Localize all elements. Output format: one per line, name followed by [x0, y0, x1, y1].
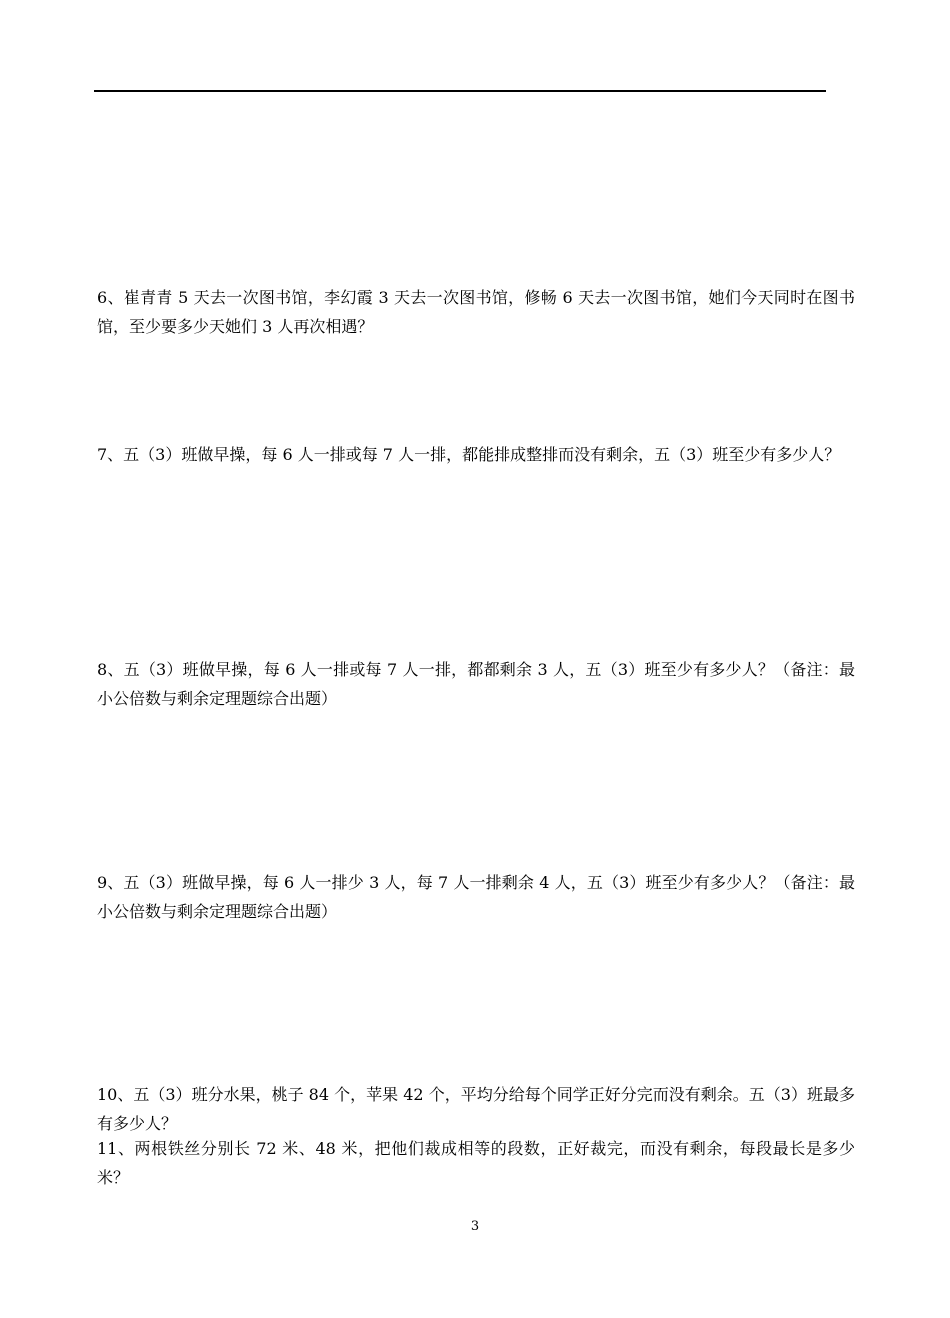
question-11: 11、两根铁丝分别长 72 米、48 米，把他们裁成相等的段数，正好裁完，而没有剩余，每段最长是多少米？	[97, 1139, 855, 1187]
question-10: 10、五（3）班分水果，桃子 84 个，苹果 42 个，平均分给每个同学正好分完而没有剩余。五（3）班最多有多少人？	[97, 1085, 855, 1133]
question-6: 6、崔青青 5 天去一次图书馆，李幻霞 3 天去一次图书馆，修畅 6 天去一次图书馆，她们今天同时在图书馆，至少要多少天她们 3 人再次相遇？	[97, 288, 855, 336]
question-7: 7、五（3）班做早操，每 6 人一排或每 7 人一排，都能排成整排而没有剩余，五（3）班至少有多少人？	[97, 445, 841, 464]
question-8: 8、五（3）班做早操，每 6 人一排或每 7 人一排，都都剩余 3 人，五（3）班至少有多少人？（备注：最小公倍数与剩余定理题综合出题）	[97, 660, 855, 708]
question-9: 9、五（3）班做早操，每 6 人一排少 3 人，每 7 人一排剩余 4 人，五（3）班至少有多少人？（备注：最小公倍数与剩余定理题综合出题）	[97, 873, 855, 921]
page-number: 3	[470, 1219, 480, 1234]
header-rule	[94, 90, 826, 92]
